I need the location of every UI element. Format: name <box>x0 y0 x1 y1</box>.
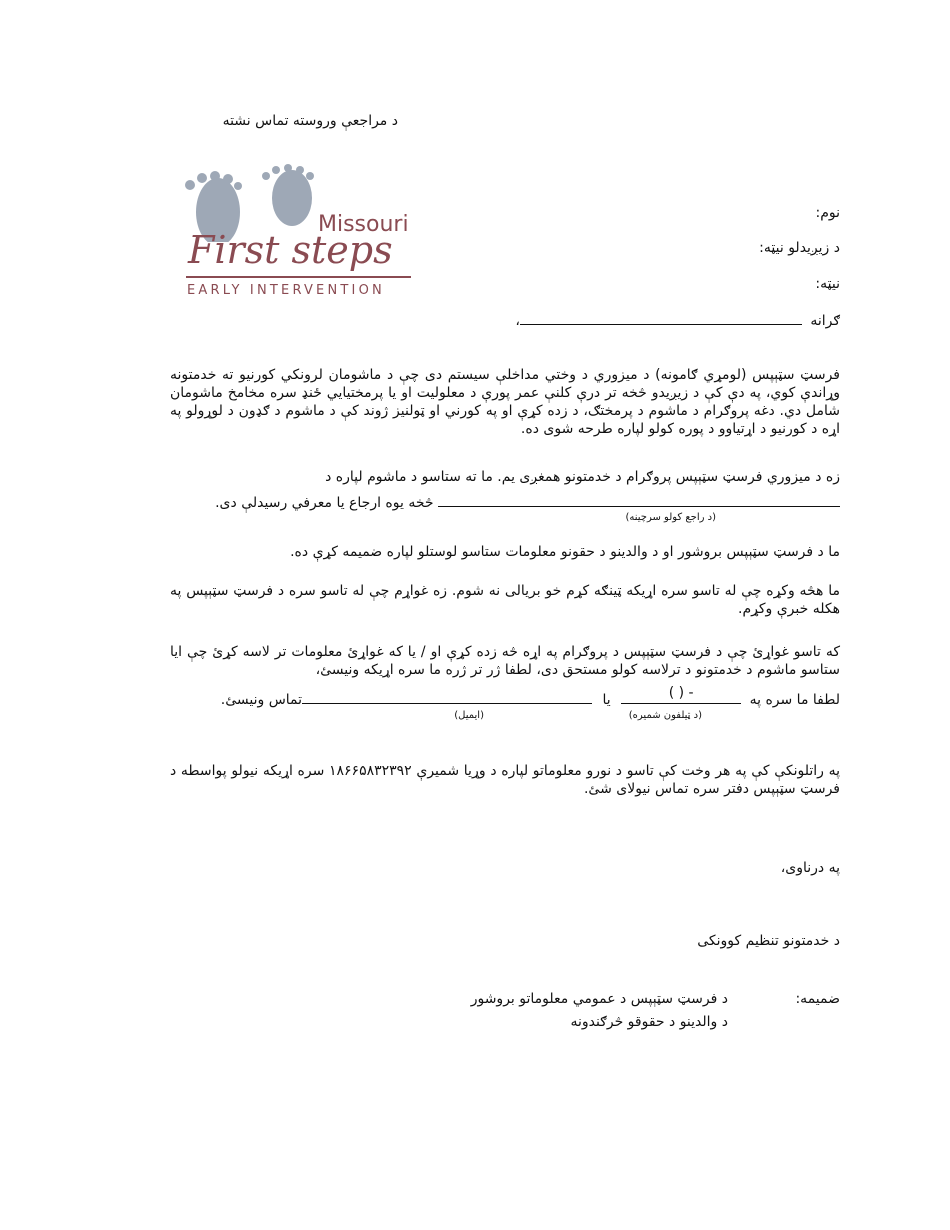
contact-line-start: لطفا ما سره په <box>749 692 840 708</box>
referral-line-1: زه د میزوري فرسټ سټېپس پروګرام د خدمتونو همغږی یم. ما ته ستاسو د ماشوم لپاره د <box>325 469 840 485</box>
date-label: نیټه: <box>815 276 840 292</box>
intro-paragraph: فرسټ سټېپس (لومړي ګامونه) د میزوري د وختي مداخلې سیستم دی چې د ماشومان لرونکي کورنیو ته خدمتونه وړاندې کوي، په دې کې د زیږیدو څخه تر درې کلنې عمر پورې د معلولیت او یا پرمختیايي ځنډ سره مخامخ ماشومان شامل دي. دغه پروګرام د ماشوم د پرمختګ، د زده کړې او په کورني او ټولنیز ژوند کې د ماشوم د ګډون د لوړولو په اړه د کورنیو د اړتیاوو د پوره کولو لپاره طرحه شوی ده. <box>170 367 840 437</box>
contact-line <box>220 685 840 709</box>
salutation-label: ګرانه <box>810 313 840 329</box>
contact-attempt-paragraph: ما هڅه وکړه چې له تاسو سره اړیکه ټینګه کړم خو بریالی نه شوم. زه غواړم چې له تاسو سره د فرسټ سټېپس په هکله خبرې وکړم. <box>170 583 840 617</box>
phone-blank <box>621 685 741 704</box>
logo-name: First steps <box>188 228 393 272</box>
logo-divider <box>186 276 411 278</box>
birth-date-label: د زیږیدلو نیټه: <box>759 240 840 256</box>
referral-line-2 <box>215 492 840 512</box>
logo-state: Missouri <box>318 212 409 237</box>
email-caption: (ایمیل) <box>454 710 484 721</box>
salutation-line <box>515 310 840 330</box>
referral-line-2-text: څخه یوه ارجاع یا معرفي رسیدلې دی. <box>215 495 434 511</box>
letter-title: د مراجعې وروسته تماس نشته <box>222 113 398 129</box>
closing-regards: په درناوی، <box>780 860 840 876</box>
salutation-blank <box>520 310 802 325</box>
email-blank <box>302 689 592 704</box>
salutation-comma: ، <box>515 313 520 329</box>
signature-title: د خدمتونو تنظیم کوونکی <box>697 933 840 949</box>
eligibility-paragraph: که تاسو غواړئ چې د فرسټ سټېپس د پروګرام په اړه څه زده کړې او / یا که غواړئ معلومات تر لاسه کړئ چې ایا ستاسو ماشوم د خدمتونو د ترلاسه کولو مستحق دی، لطفا ژر تر ژره ما سره اړیکه ونیسئ، <box>170 644 840 678</box>
name-label: نوم: <box>815 205 840 221</box>
referral-source-blank <box>438 492 840 507</box>
phone-caption: (د ټیلفون شمیره) <box>628 710 702 721</box>
attachments-label: ضمیمه: <box>795 991 840 1007</box>
referral-source-caption: (د راجع کولو سرچینه) <box>625 512 716 523</box>
logo-subtitle: EARLY INTERVENTION <box>187 283 385 298</box>
first-steps-logo <box>182 162 414 302</box>
hotline-paragraph: په راتلونکې کې په هر وخت کې تاسو د نورو معلوماتو لپاره د وړیا شمیرې ۱۸۶۶۵۸۳۲۳۹۲ سره اړیکه نیولو پواسطه د فرسټ سټېپس دفتر سره تماس نیولای شئ. <box>170 763 840 797</box>
attachment-item: د والدینو د حقوقو څرګندونه <box>570 1014 728 1030</box>
contact-line-end: تماس ونیسئ. <box>220 692 303 708</box>
contact-or: یا <box>602 692 611 708</box>
phone-mask: ( ) - <box>668 685 694 701</box>
attachment-notice: ما د فرسټ سټېپس بروشور او د والدینو د حقونو معلومات ستاسو لوستلو لپاره ضمیمه کړې ده. <box>290 544 840 560</box>
attachment-item: د فرسټ سټېپس د عمومي معلوماتو بروشور <box>470 991 728 1007</box>
